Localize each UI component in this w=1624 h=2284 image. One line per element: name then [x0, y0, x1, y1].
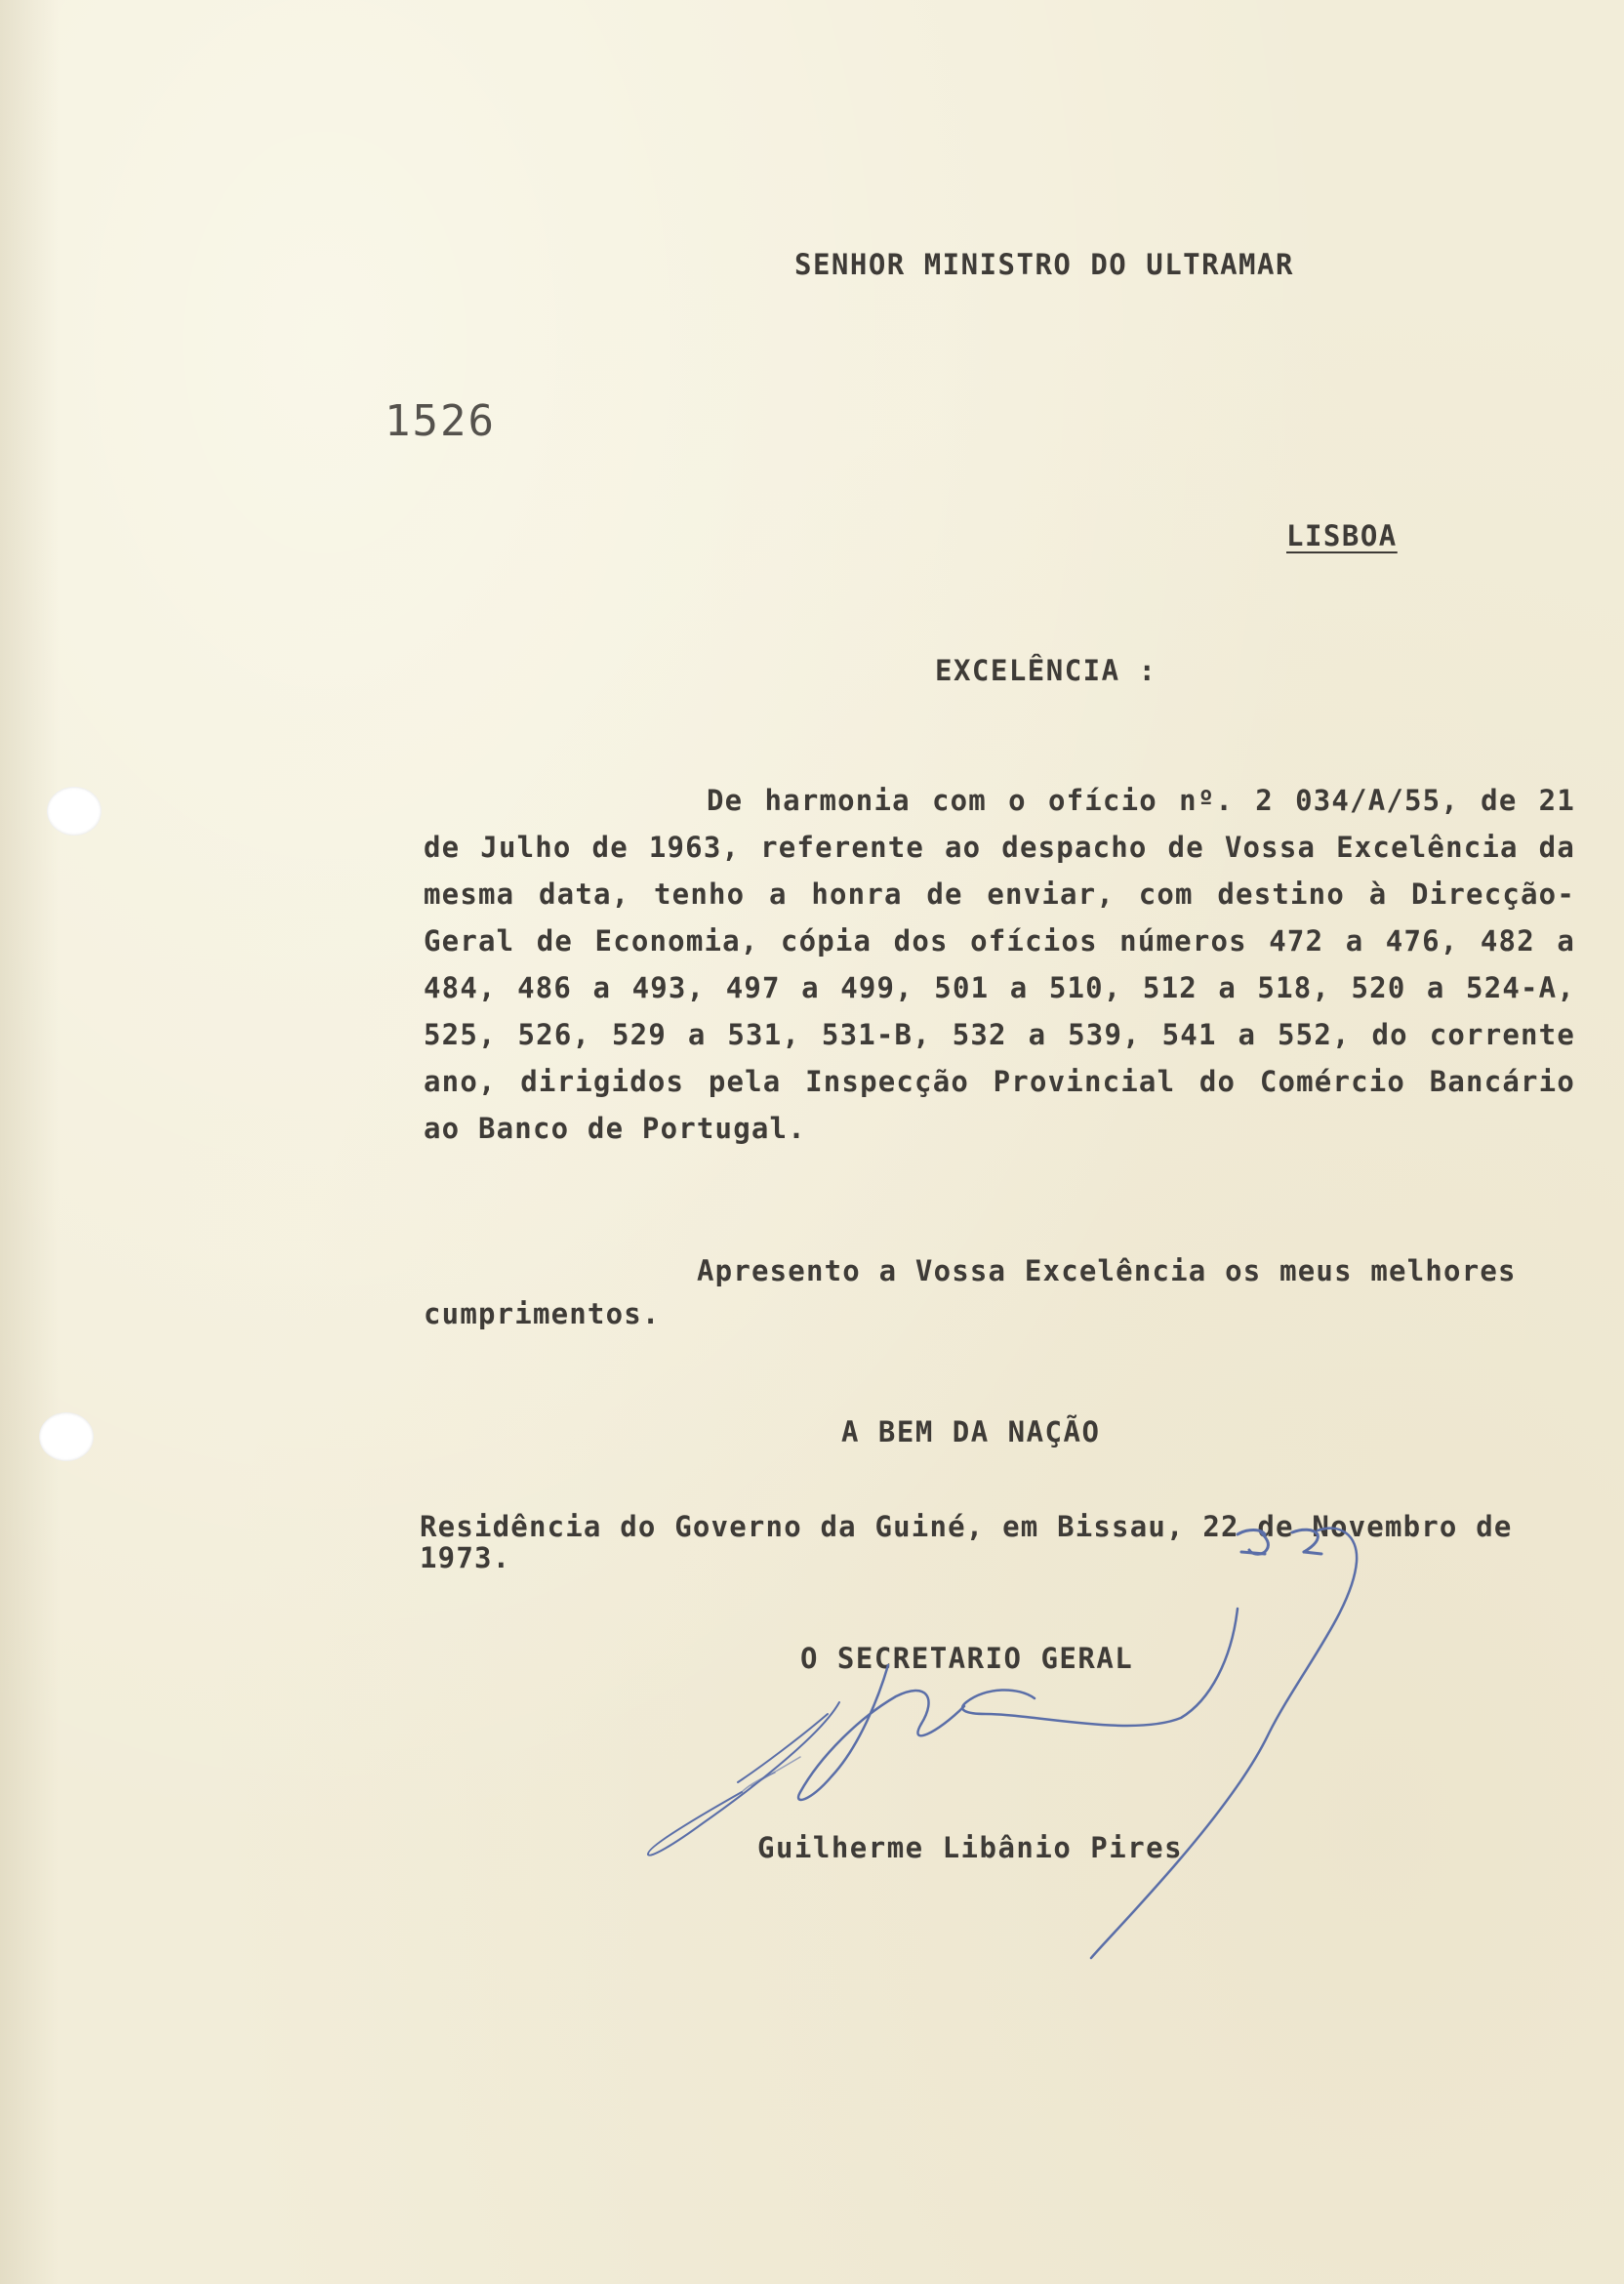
place-date-line: Residência do Governo da Guiné, em Bissau, 22 de Novembro de 1973. — [420, 1510, 1513, 1574]
body-paragraph-2: Apresento a Vossa Excelência os meus melhores cumprimentos. — [424, 1254, 1517, 1330]
destination-city: LISBOA — [1286, 519, 1398, 552]
salutation: EXCELÊNCIA : — [935, 654, 1157, 687]
paper-edge-shadow — [0, 0, 59, 2284]
closing-formula: A BEM DA NAÇÃO — [841, 1415, 1101, 1448]
signatory-name: Guilherme Libânio Pires — [757, 1831, 1184, 1864]
punch-hole-bottom — [39, 1412, 94, 1461]
signatory-title: O SECRETARIO GERAL — [800, 1642, 1134, 1675]
reference-number: 1526 — [385, 396, 496, 446]
body-paragraph-1: De harmonia com o ofício nº. 2 034/A/55, de 21 de Julho de 1963, referente ao despacho de Vossa Excelência da mesma data, tenho a honra de enviar, com destino à Direcção-Geral de Economia, cópia dos ofícios números 472 a 476, 482 a 484, 486 a 493, 497 a 499, 501 a 510, 512 a 518, 520 a 524-A, 525, 526, 529 a 531, 531-B, 532 a 539, 541 a 552, do corrente ano, dirigidos pela Inspecção Provincial do Comércio Bancário ao Banco de Portugal. — [424, 784, 1575, 1145]
punch-hole-top — [47, 787, 102, 836]
recipient-heading: SENHOR MINISTRO DO ULTRAMAR — [794, 248, 1294, 281]
